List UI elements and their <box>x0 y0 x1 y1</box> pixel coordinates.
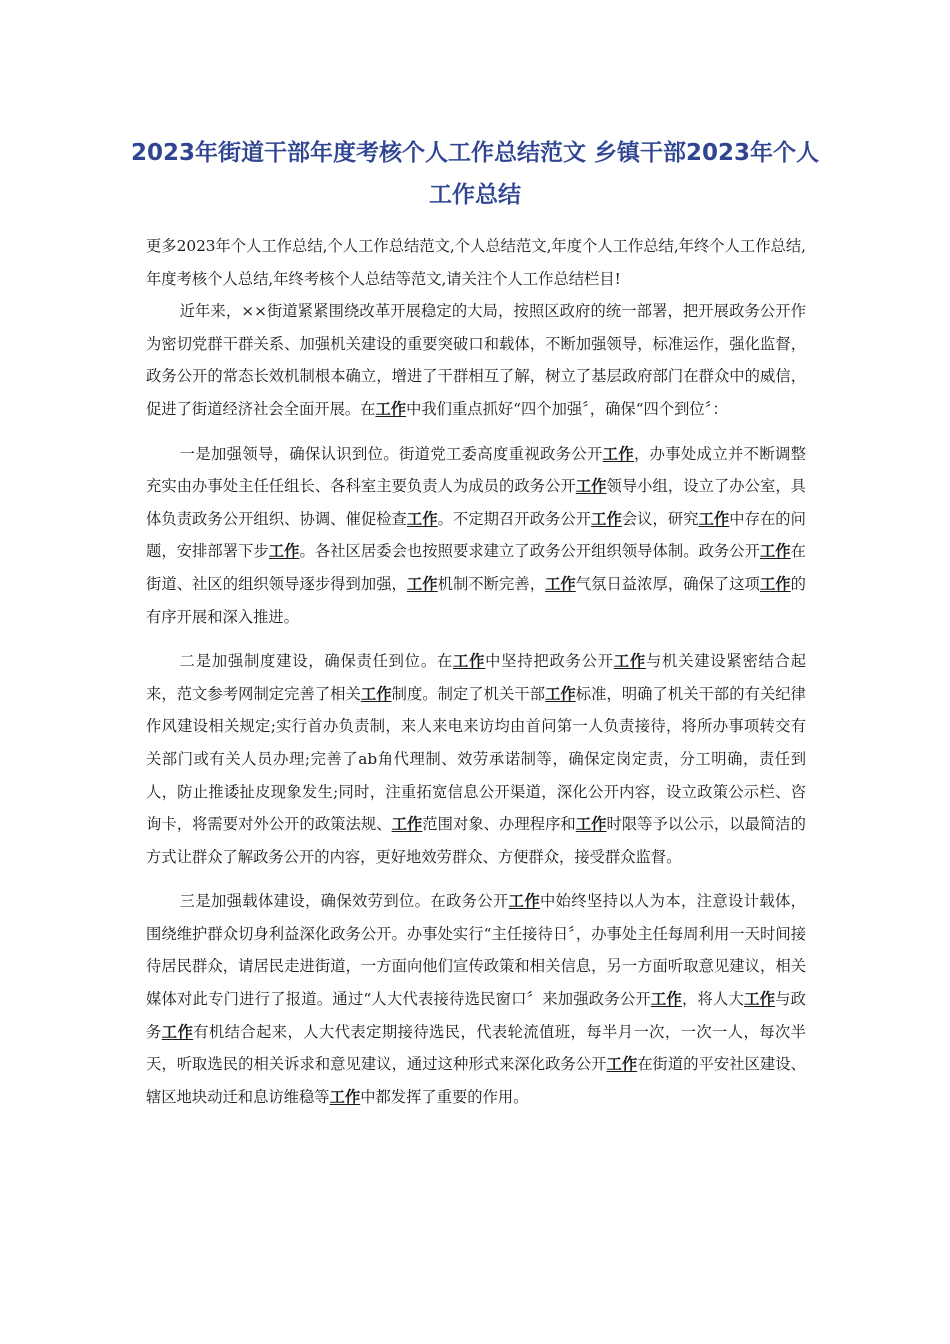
keyword-link[interactable]: 工作 <box>759 542 791 561</box>
keyword-link[interactable]: 工作 <box>329 1087 361 1106</box>
keyword-link[interactable]: 工作 <box>375 399 407 418</box>
intro-paragraph <box>146 230 806 295</box>
paragraph-3 <box>146 645 806 873</box>
keyword-link[interactable]: 工作 <box>575 815 607 834</box>
keyword-link[interactable]: 工作 <box>650 990 682 1009</box>
text-segment: 一是加强领导，确保认识到位。街道党工委高度重视政务公开 <box>179 444 603 463</box>
text-segment: 更多2023年个人工作总结,个人工作总结范文,个人总结范文,年度个人工作总结,年终个人工作总结,年度考核个人总结,年终考核个人总结等范文,请关注个人工作总结栏目! <box>146 237 806 288</box>
text-segment: 与政务 <box>146 990 806 1041</box>
keyword-link[interactable]: 工作 <box>602 444 635 463</box>
keyword-link[interactable]: 工作 <box>606 1055 638 1074</box>
text-segment: 。不定期召开政务公开 <box>437 509 592 528</box>
document-body <box>146 230 806 1113</box>
text-segment: 制度。制定了机关干部 <box>391 684 546 703</box>
keyword-link[interactable]: 工作 <box>406 574 438 593</box>
keyword-link[interactable]: 工作 <box>698 509 730 528</box>
text-segment: 中坚持把政务公开 <box>485 652 614 671</box>
text-segment: 三是加强载体建设，确保效劳到位。在政务公开 <box>179 892 509 911</box>
keyword-link[interactable]: 工作 <box>759 574 791 593</box>
text-segment: 气氛日益浓厚，确保了这项 <box>575 574 760 593</box>
keyword-link[interactable]: 工作 <box>453 652 486 671</box>
text-segment: 中始终坚持以人为本，注意设计载体，围绕维护群众切身利益深化政务公开。办事处实行“主任接待日〞，办事处主任每周利用一天时间接待居民群众，请居民走进街道，一方面向他们宣传政策和相关信息，另一方面听取意见建议，相关媒体对此专门进行了报道。通过“人大代表接待选民窗口〞来加强政务公开 <box>146 892 806 1009</box>
keyword-link[interactable]: 工作 <box>391 815 423 834</box>
text-segment: 的有序开展和深入推进。 <box>146 574 806 626</box>
text-segment: 时限等予以公示，以最简洁的方式让群众了解政务公开的内容，更好地效劳群众、方便群众，接受群众监督。 <box>146 815 806 866</box>
keyword-link[interactable]: 工作 <box>406 509 438 528</box>
paragraph-2 <box>146 438 806 634</box>
text-segment: ，将人大 <box>681 990 745 1009</box>
text-segment: 中我们重点抓好“四个加强〞，确保“四个到位〞： <box>406 399 728 418</box>
keyword-link[interactable]: 工作 <box>575 477 607 496</box>
text-segment: ，办事处成立并不断调整充实由办事处主任任组长、各科室主要负责人为成员的政务公开 <box>146 444 806 496</box>
text-segment: 中都发挥了重要的作用。 <box>360 1087 529 1106</box>
text-segment: 机制不断完善， <box>437 574 546 593</box>
document-title: 2023年街道干部年度考核个人工作总结范文 乡镇干部2023年个人工作总结 <box>130 140 820 208</box>
text-segment: 标准，明确了机关干部的有关纪律作风建设相关规定;实行首办负责制，来人来电来访均由首问第一人负责接待，将所办事项转交有关部门或有关人员办理;完善了ab角代理制、效劳承诺制等，确保定岗定责，分工明确，责任到人，防止推诿扯皮现象发生;同时，注重拓宽信息公开渠道，深化公开内容，设立政策公示栏、咨询卡，将需要对外公开的政策法规、 <box>146 684 806 834</box>
paragraph-1 <box>146 295 806 425</box>
text-segment: 在街道的平安社区建设、辖区地块动迁和息访维稳等 <box>146 1055 806 1106</box>
text-segment: 在街道、社区的组织领导逐步得到加强， <box>146 542 806 593</box>
text-segment: 二是加强制度建设，确保责任到位。在 <box>179 652 453 671</box>
keyword-link[interactable]: 工作 <box>161 1022 194 1041</box>
keyword-link[interactable]: 工作 <box>591 509 622 528</box>
keyword-link[interactable]: 工作 <box>360 684 392 703</box>
text-segment: 有机结合起来，人大代表定期接待选民，代表轮流值班，每半月一次，一次一人，每次半天，听取选民的相关诉求和意见建议，通过这种形式来深化政务公开 <box>146 1022 806 1074</box>
keyword-link[interactable]: 工作 <box>545 574 576 593</box>
text-segment: 。各社区居委会也按照要求建立了政务公开组织领导体制。政务公开 <box>299 542 760 561</box>
text-segment: 会议，研究 <box>621 509 699 528</box>
keyword-link[interactable]: 工作 <box>508 892 541 911</box>
keyword-link[interactable]: 工作 <box>744 990 776 1009</box>
text-segment: 中存在的问题，安排部署下步 <box>146 509 806 561</box>
text-segment: 与机关建设紧密结合起来，范文参考网制定完善了相关 <box>146 652 806 703</box>
text-segment: 范围对象、办理程序和 <box>422 815 576 834</box>
keyword-link[interactable]: 工作 <box>613 652 646 671</box>
keyword-link[interactable]: 工作 <box>268 542 300 561</box>
text-segment: 领导小组，设立了办公室，具体负责政务公开组织、协调、催促检查 <box>146 477 806 528</box>
text-segment: 近年来，××街道紧紧围绕改革开展稳定的大局，按照区政府的统一部署，把开展政务公开作为密切党群干群关系、加强机关建设的重要突破口和载体，不断加强领导，标准运作，强化监督，政务公开的常态长效机制根本确立，增进了干群相互了解，树立了基层政府部门在群众中的威信，促进了街道经济社会全面开展。在 <box>146 302 806 418</box>
paragraph-4 <box>146 885 806 1113</box>
keyword-link[interactable]: 工作 <box>545 684 576 703</box>
